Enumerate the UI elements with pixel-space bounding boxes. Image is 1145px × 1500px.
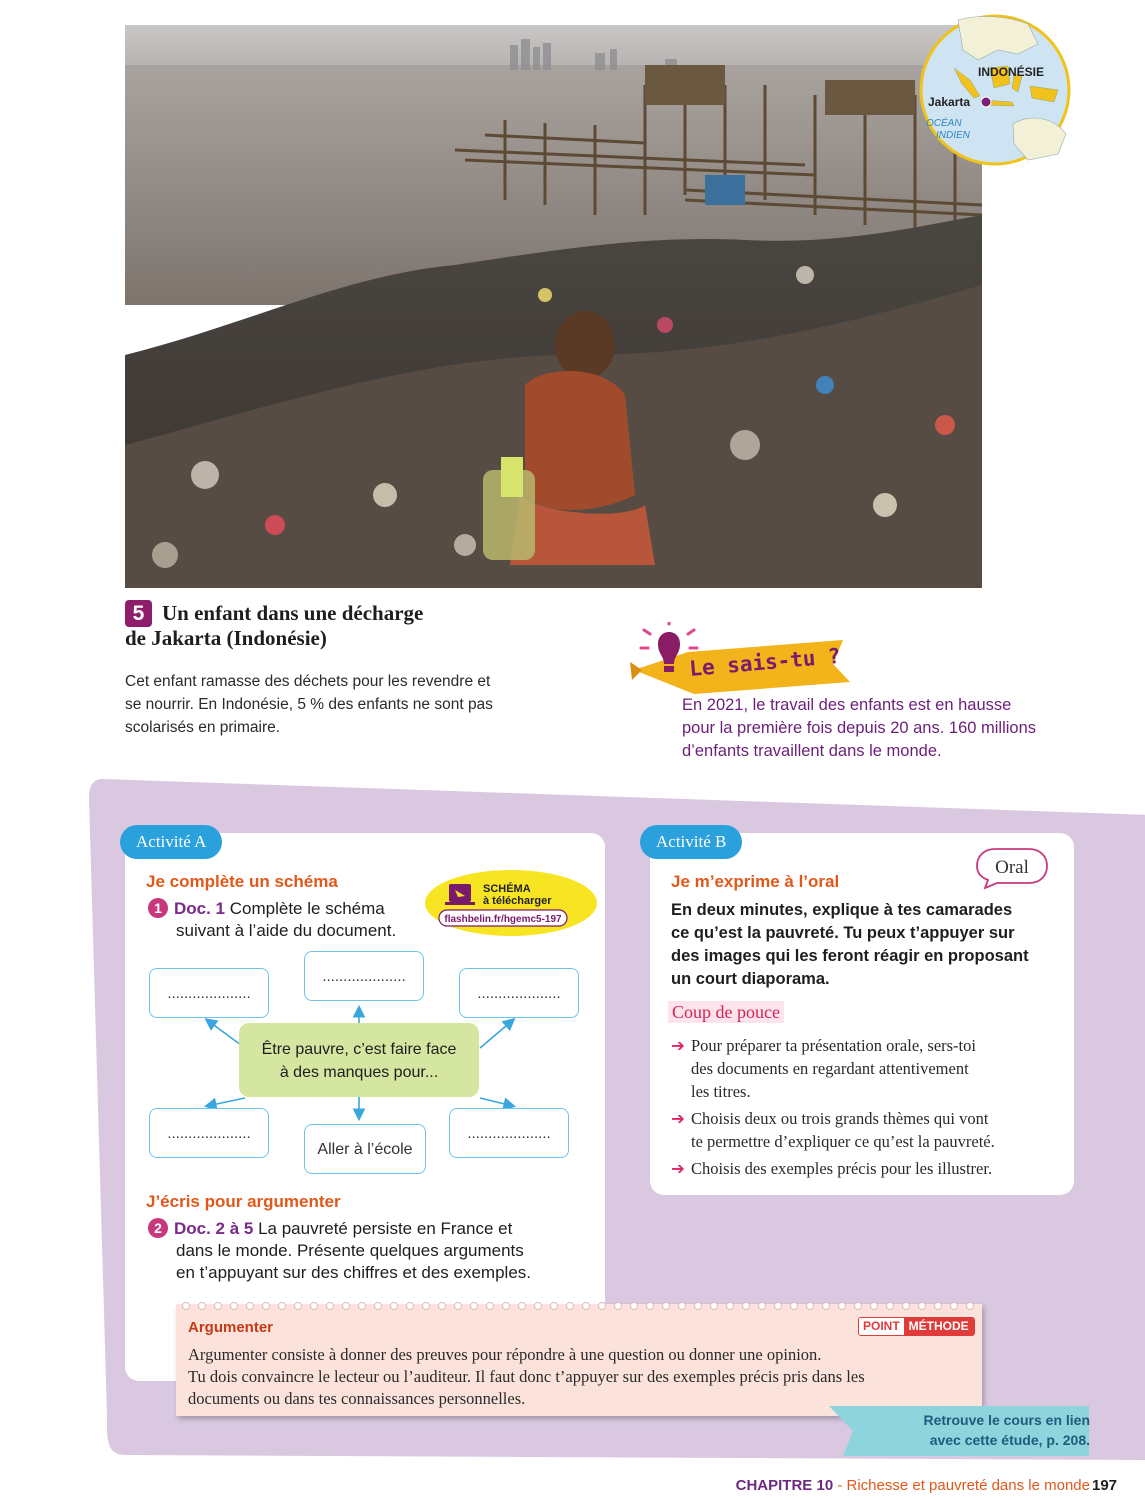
- activity-a-question2: [148, 1218, 588, 1284]
- document-title-line2: de Jakarta (Indonésie): [125, 626, 327, 650]
- caption-line: scolarisés en primaire.: [125, 719, 281, 736]
- document-title-line1: Un enfant dans une décharge: [162, 601, 424, 625]
- schema-download-badge[interactable]: [425, 870, 597, 936]
- document-number: 5: [125, 600, 152, 627]
- badge-methode: MÉTHODE: [904, 1318, 974, 1335]
- activity-b-tab: Activité B: [640, 825, 742, 859]
- question2-line1: La pauvreté persiste en France et: [253, 1219, 513, 1238]
- tip-item: [671, 1157, 1071, 1180]
- activity-a-question1: [148, 898, 438, 942]
- locator-ocean-2: INDIEN: [936, 130, 970, 141]
- oral-badge: [975, 847, 1049, 889]
- arrow-icon: ➔: [671, 1036, 685, 1055]
- tip-line: des documents en regardant attentivement: [691, 1059, 969, 1078]
- badge-point: POINT: [859, 1318, 904, 1335]
- question2-line3: en t’appuyant sur des chiffres et des exemples.: [176, 1263, 531, 1282]
- activity-b-instructions: [671, 899, 1071, 991]
- retrouve-line: Retrouve le cours en lien: [923, 1412, 1090, 1428]
- coup-de-pouce-heading: [668, 1000, 784, 1024]
- tip-line: Choisis deux ou trois grands thèmes qui vont: [691, 1109, 989, 1128]
- schema-box-bottom-center: Aller à l’école: [304, 1124, 426, 1174]
- oral-badge-label: Oral: [995, 857, 1029, 878]
- instruction-line: des images qui les feront réagir en proposant: [671, 947, 1029, 965]
- jakarta-marker-icon: [981, 97, 991, 107]
- schema-badge-title1: SCHÉMA: [483, 883, 531, 895]
- locator-country: INDONÉSIE: [978, 65, 1045, 79]
- tip-line: Choisis des exemples précis pour les illustrer.: [691, 1159, 993, 1178]
- instruction-line: ce qu’est la pauvreté. Tu peux t’appuyer sur: [671, 924, 1015, 942]
- arrow-icon: ➔: [671, 1159, 685, 1178]
- spiral-holes: [176, 1301, 982, 1311]
- sais-tu-line: En 2021, le travail des enfants est en hausse: [682, 696, 1012, 714]
- schema-badge-link[interactable]: flashbelin.fr/hgemc5-197: [444, 914, 562, 925]
- caption-line: se nourrir. En Indonésie, 5 % des enfants ne sont pas: [125, 696, 493, 713]
- arrow-icon: ➔: [671, 1109, 685, 1128]
- document-photo: [125, 25, 982, 588]
- page-number: 197: [1092, 1477, 1118, 1494]
- schema-box-top-center[interactable]: ....................: [304, 951, 424, 1001]
- page-footer: [736, 1476, 1090, 1496]
- schema-badge-title2: à télécharger: [483, 895, 552, 907]
- retrouve-link-text[interactable]: [860, 1410, 1090, 1450]
- locator-city: Jakarta: [928, 95, 971, 109]
- doc-reference: Doc. 1: [174, 899, 226, 918]
- schema-box-top-left[interactable]: ....................: [149, 968, 269, 1018]
- caption-line: Cet enfant ramasse des déchets pour les revendre et: [125, 673, 491, 690]
- document-caption: [125, 670, 525, 739]
- landfill-photo-illustration: [125, 25, 982, 588]
- schema-center-line1: Être pauvre, c’est faire face: [261, 1041, 457, 1058]
- tip-item: [671, 1034, 1071, 1103]
- method-title: Argumenter: [188, 1319, 274, 1336]
- question1-line1: Complète le schéma: [225, 899, 385, 918]
- activity-a-section1-title: Je complète un schéma: [146, 872, 338, 891]
- locator-map: [918, 4, 1072, 174]
- schema-center-line2: à des manques pour...: [279, 1064, 439, 1081]
- coup-de-pouce-label: Coup de pouce: [668, 1001, 784, 1023]
- footer-chapter: CHAPITRE 10: [735, 1477, 834, 1494]
- instruction-line: En deux minutes, explique à tes camarades: [671, 901, 1013, 919]
- activity-a-section2-title: J’écris pour argumenter: [146, 1192, 341, 1211]
- point-methode-badge: [858, 1317, 975, 1336]
- tip-list: [671, 1034, 1071, 1180]
- tip-item: [671, 1107, 1071, 1153]
- question-number-badge: 2: [148, 1218, 168, 1238]
- locator-ocean-1: OCÉAN: [926, 118, 962, 129]
- method-line: documents ou dans tes connaissances personnelles.: [188, 1389, 526, 1408]
- question-number-badge: 1: [148, 898, 168, 918]
- sais-tu-text: [682, 694, 1082, 763]
- tip-line: Pour préparer ta présentation orale, sers-toi: [691, 1036, 976, 1055]
- method-line: Argumenter consiste à donner des preuves pour répondre à une question ou donner une opinion.: [188, 1345, 822, 1364]
- footer-title: Richesse et pauvreté dans le monde: [846, 1477, 1090, 1494]
- tip-line: les titres.: [691, 1082, 751, 1101]
- retrouve-line: avec cette étude, p. 208.: [929, 1432, 1090, 1448]
- schema-box-top-right[interactable]: ....................: [459, 968, 579, 1018]
- method-line: Tu dois convaincre le lecteur ou l’auditeur. Il faut donc t’appuyer sur des exemples précis pris dans les: [188, 1367, 865, 1386]
- schema-center-box: [239, 1023, 479, 1097]
- sais-tu-line: pour la première fois depuis 20 ans. 160 millions: [682, 719, 1037, 737]
- schema-box-bottom-right[interactable]: ....................: [449, 1108, 569, 1158]
- activity-b-section-title: Je m’exprime à l’oral: [671, 872, 840, 891]
- instruction-line: un court diaporama.: [671, 970, 830, 988]
- method-text: [188, 1344, 978, 1410]
- schema-box-bottom-left[interactable]: ....................: [149, 1108, 269, 1158]
- doc-reference: Doc. 2 à 5: [174, 1219, 254, 1238]
- question2-line2: dans le monde. Présente quelques arguments: [176, 1241, 524, 1260]
- question1-line2: suivant à l’aide du document.: [176, 921, 397, 940]
- sais-tu-label: Le sais-tu ?: [688, 643, 842, 681]
- activity-a-tab: Activité A: [120, 825, 222, 859]
- tip-line: te permettre d’expliquer ce qu’est la pauvreté.: [691, 1132, 995, 1151]
- sais-tu-line: d’enfants travaillent dans le monde.: [682, 742, 942, 760]
- footer-separator: -: [833, 1477, 847, 1494]
